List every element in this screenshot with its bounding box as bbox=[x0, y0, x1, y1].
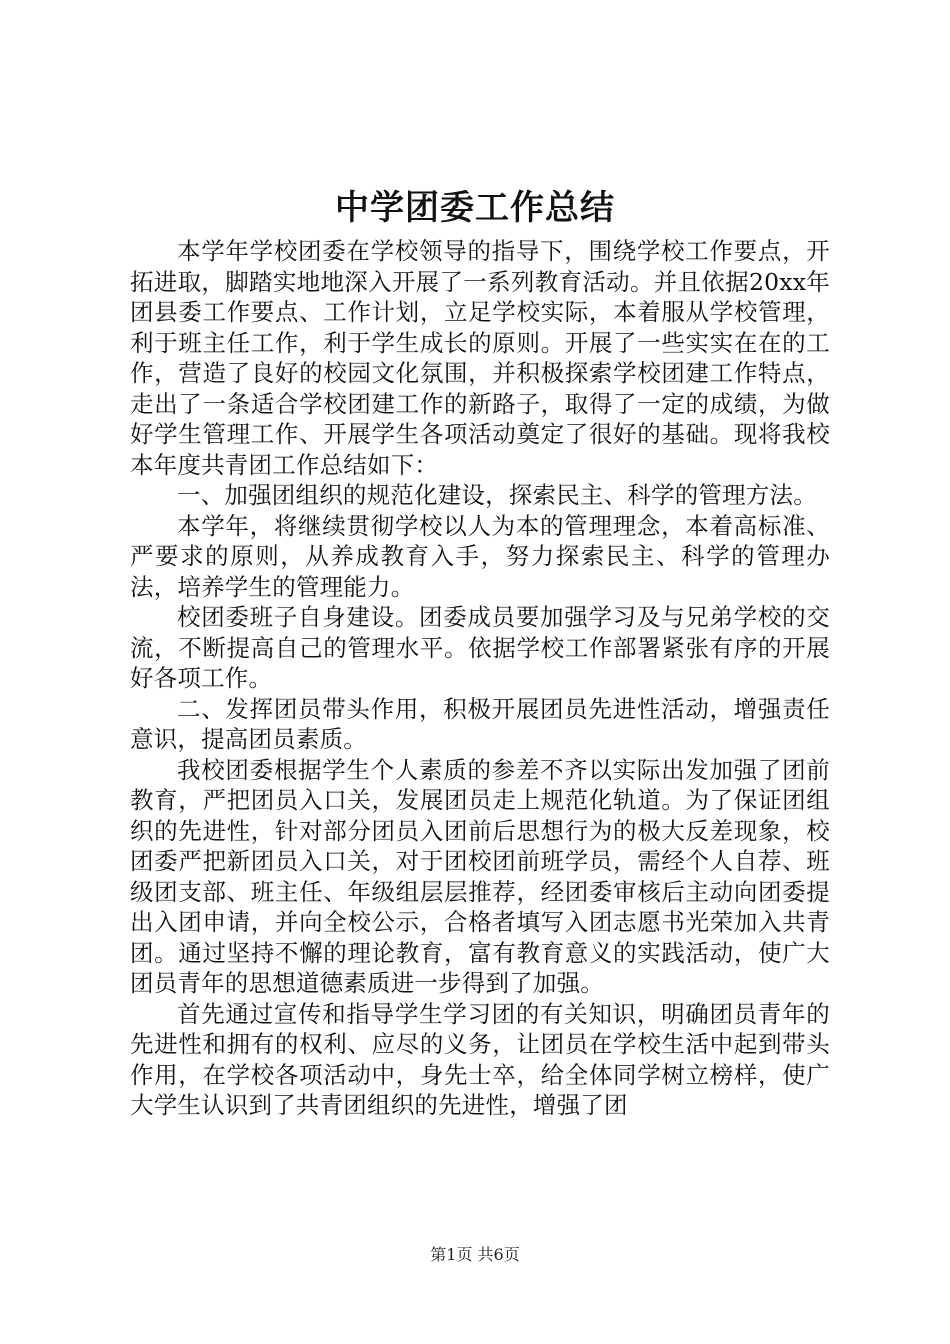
paragraph: 本学年，将继续贯彻学校以人为本的管理理念，本着高标准、严要求的原则，从养成教育入手，努力探索民主、科学的管理办法，培养学生的管理能力。 bbox=[130, 511, 830, 601]
paragraph: 校团委班子自身建设。团委成员要加强学习及与兄弟学校的交流，不断提高自己的管理水平。依据学校工作部署紧张有序的开展好各项工作。 bbox=[130, 603, 830, 692]
paragraph: 首先通过宣传和指导学生学习团的有关知识，明确团员青年的先进性和拥有的权利、应尽的义务，让团员在学校生活中起到带头作用，在学校各项活动中，身先士卒，给全体同学树立榜样，使广大学生认识到了共青团组织的先进性，增强了团 bbox=[130, 999, 830, 1119]
page-number-footer: 第1页 共6页 bbox=[430, 1245, 520, 1264]
section-heading-1: 一、加强团组织的规范化建设，探索民主、科学的管理方法。 bbox=[177, 481, 817, 509]
document-title: 中学团委工作总结 bbox=[335, 188, 615, 228]
section-heading-2: 二、发挥团员带头作用，积极开展团员先进性活动，增强责任意识，提高团员素质。 bbox=[130, 694, 830, 753]
document-body bbox=[130, 236, 830, 1121]
paragraph-intro: 本学年学校团委在学校领导的指导下，围绕学校工作要点，开拓进取，脚踏实地地深入开展了一系列教育活动。并且依据20xx年团县委工作要点、工作计划，立足学校实际，本着服从学校管理，利于班主任工作，利于学生成长的原则。开展了一些实实在在的工作，营造了良好的校园文化氛围，并积极探索学校团建工作特点，走出了一条适合学校团建工作的新路子，取得了一定的成绩，为做好学生管理工作、开展学生各项活动奠定了很好的基础。现将我校本年度共青团工作总结如下： bbox=[130, 237, 830, 479]
paragraph: 我校团委根据学生个人素质的参差不齐以实际出发加强了团前教育，严把团员入口关，发展团员走上规范化轨道。为了保证团组织的先进性，针对部分团员入团前后思想行为的极大反差现象，校团委严把新团员入口关，对于团校团前班学员，需经个人自荐、班级团支部、班主任、年级组层层推荐，经团委审核后主动向团委提出入团申请，并向全校公示，合格者填写入团志愿书光荣加入共青团。通过坚持不懈的理论教育，富有教育意义的实践活动，使广大团员青年的思想道德素质进一步得到了加强。 bbox=[130, 755, 830, 997]
